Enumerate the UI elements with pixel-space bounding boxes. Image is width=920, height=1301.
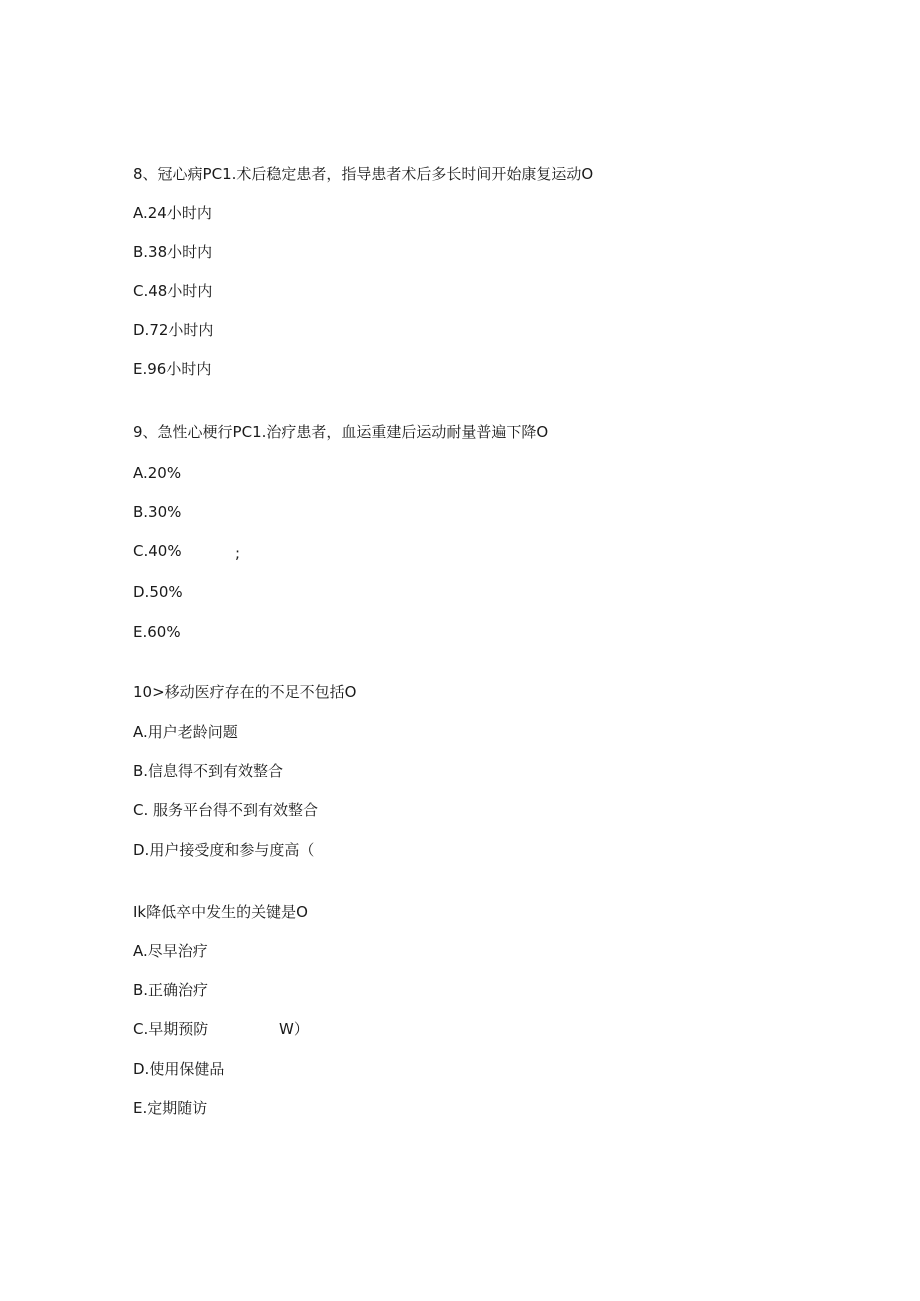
option-e: E.定期随访 <box>133 1099 208 1117</box>
option-b: B.38小时内 <box>133 243 213 261</box>
option-e: E.96小时内 <box>133 360 212 378</box>
question-stem: 8、冠心病PC1.术后稳定患者，指导患者术后多长时间开始康复运动O <box>133 165 594 183</box>
stray-mark: ; <box>235 544 241 562</box>
option-c: C.早期预防 <box>133 1020 209 1038</box>
option-a: A.24小时内 <box>133 204 212 222</box>
option-c: C.48小时内 <box>133 282 213 300</box>
option-a: A.尽早治疗 <box>133 942 208 960</box>
option-b: B.正确治疗 <box>133 981 209 999</box>
stray-mark: W） <box>279 1020 309 1038</box>
option-c: C.40% <box>133 542 182 560</box>
option-b: B.30% <box>133 503 182 521</box>
option-d: D.用户接受度和参与度高（ <box>133 841 315 859</box>
option-e: E.60% <box>133 623 181 641</box>
option-b: B.信息得不到有效整合 <box>133 762 284 780</box>
option-d: D.72小时内 <box>133 321 214 339</box>
question-stem: Ik降低卒中发生的关键是O <box>133 903 308 921</box>
option-d: D.50% <box>133 583 183 601</box>
question-stem: 10>移动医疗存在的不足不包括O <box>133 683 357 701</box>
question-stem: 9、急性心梗行PC1.治疗患者，血运重建后运动耐量普遍下降O <box>133 423 549 441</box>
option-d: D.使用保健品 <box>133 1060 225 1078</box>
option-a: A.20% <box>133 464 182 482</box>
option-a: A.用户老龄问题 <box>133 723 238 741</box>
option-c: C. 服务平台得不到有效整合 <box>133 801 319 819</box>
